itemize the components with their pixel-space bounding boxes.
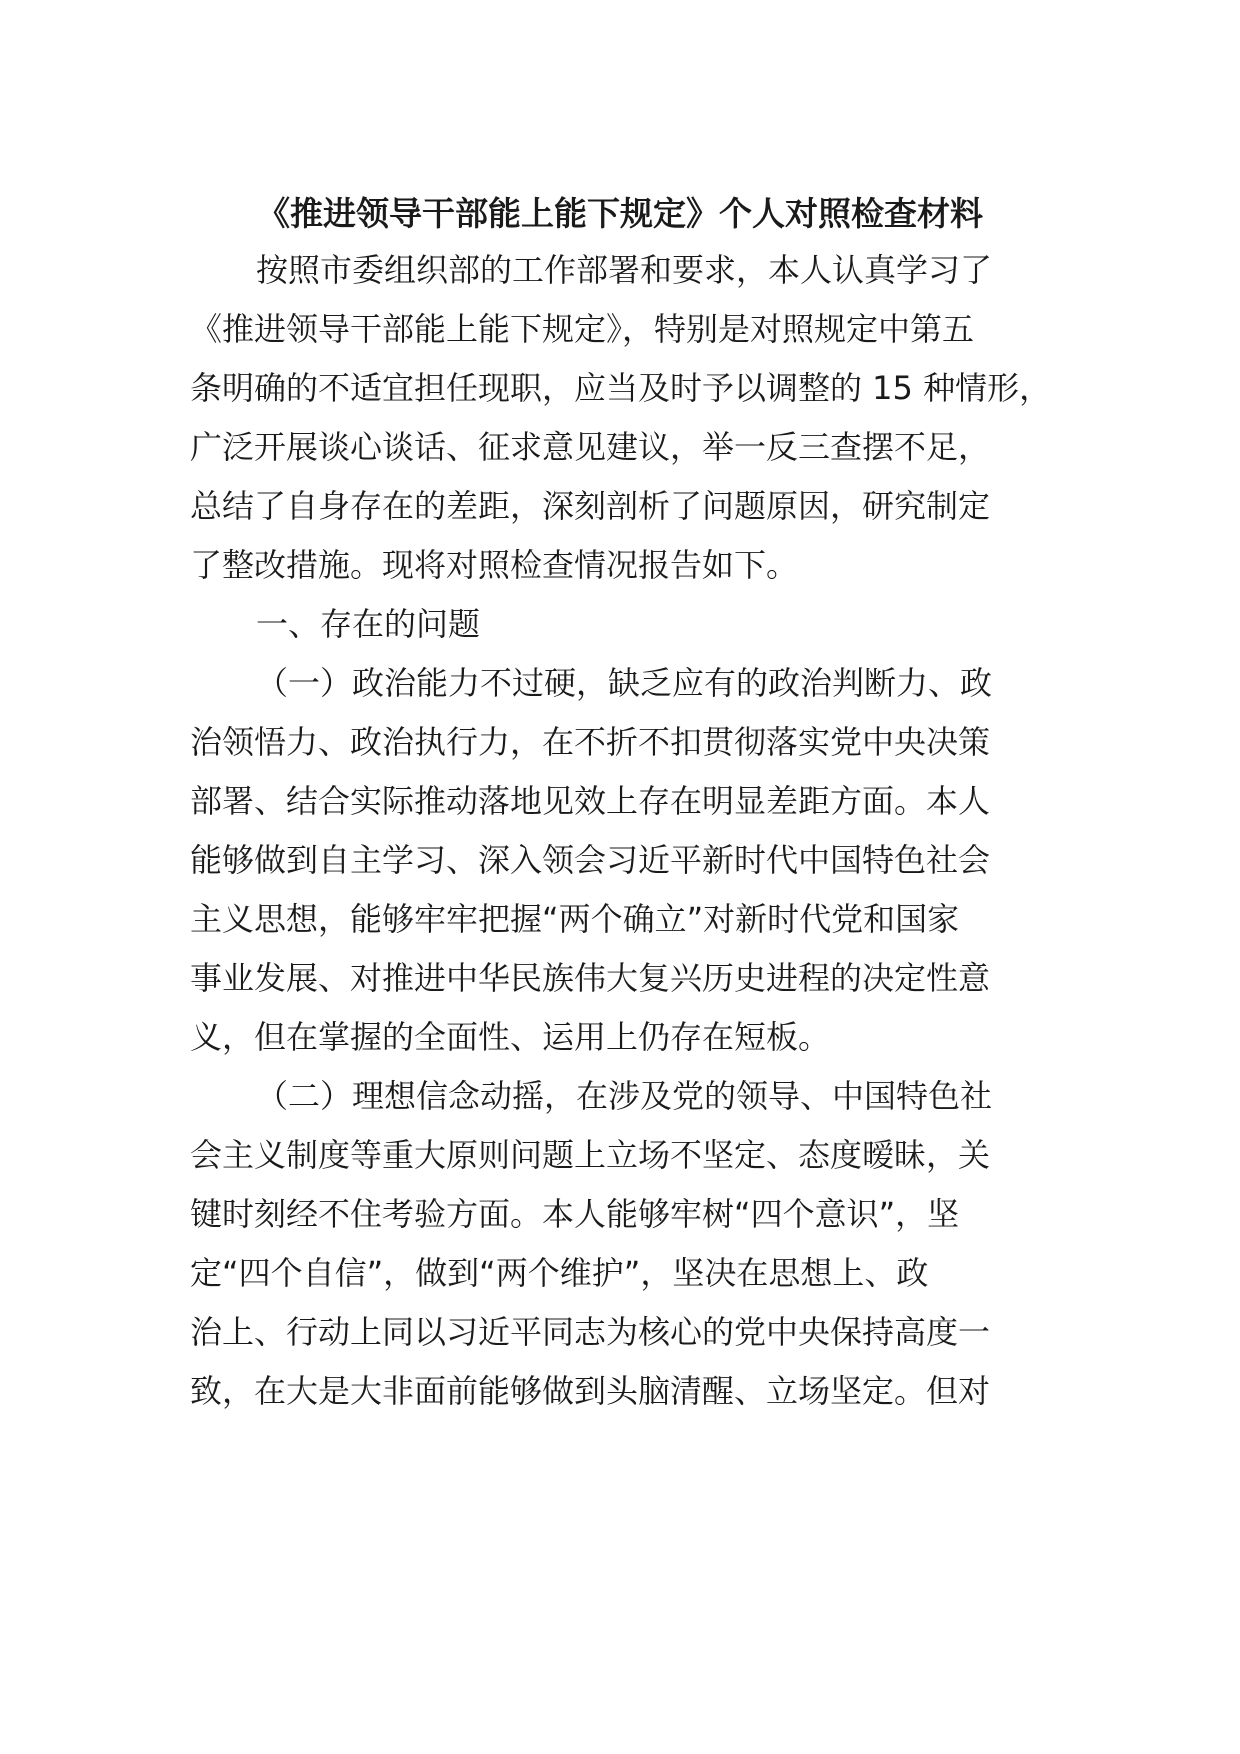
subsection-heading: （二）理想信念动摇，在涉及党的领导、中国特色社 [256,1077,993,1115]
body-line: 定“四个自信”，做到“两个维护”，坚决在思想上、政 [190,1254,929,1292]
body-line: 能够做到自主学习、深入领会习近平新时代中国特色社会 [190,841,991,879]
body-line: 治领悟力、政治执行力，在不折不扣贯彻落实党中央决策 [190,723,991,761]
body-line: 事业发展、对推进中华民族伟大复兴历史进程的决定性意 [190,959,991,997]
subsection-heading: （一）政治能力不过硬，缺乏应有的政治判断力、政 [256,664,993,702]
body-line: 《推进领导干部能上能下规定》，特别是对照规定中第五 [190,310,975,348]
body-line: 按照市委组织部的工作部署和要求，本人认真学习了 [256,251,993,289]
body-line: 致，在大是大非面前能够做到头脑清醒、立场坚定。但对 [190,1372,991,1410]
body-line: 总结了自身存在的差距，深刻剖析了问题原因，研究制定 [190,487,991,525]
section-heading: 一、存在的问题 [256,605,481,643]
document-title: 《推进领导干部能上能下规定》个人对照检查材料 [257,194,983,233]
body-line: 义，但在掌握的全面性、运用上仍存在短板。 [190,1018,831,1056]
body-line: 广泛开展谈心谈话、征求意见建议，举一反三查摆不足， [190,428,991,466]
body-line: 治上、行动上同以习近平同志为核心的党中央保持高度一 [190,1313,991,1351]
body-line: 部署、结合实际推动落地见效上存在明显差距方面。本人 [190,782,991,820]
body-line: 键时刻经不住考验方面。本人能够牢树“四个意识”，坚 [190,1195,960,1233]
body-line: 会主义制度等重大原则问题上立场不坚定、态度暧昧，关 [190,1136,991,1174]
body-line: 了整改措施。现将对照检查情况报告如下。 [190,546,799,584]
body-line: 条明确的不适宜担任现职，应当及时予以调整的 15 种情形， [190,369,1052,407]
body-line: 主义思想，能够牢牢把握“两个确立”对新时代党和国家 [190,900,960,938]
